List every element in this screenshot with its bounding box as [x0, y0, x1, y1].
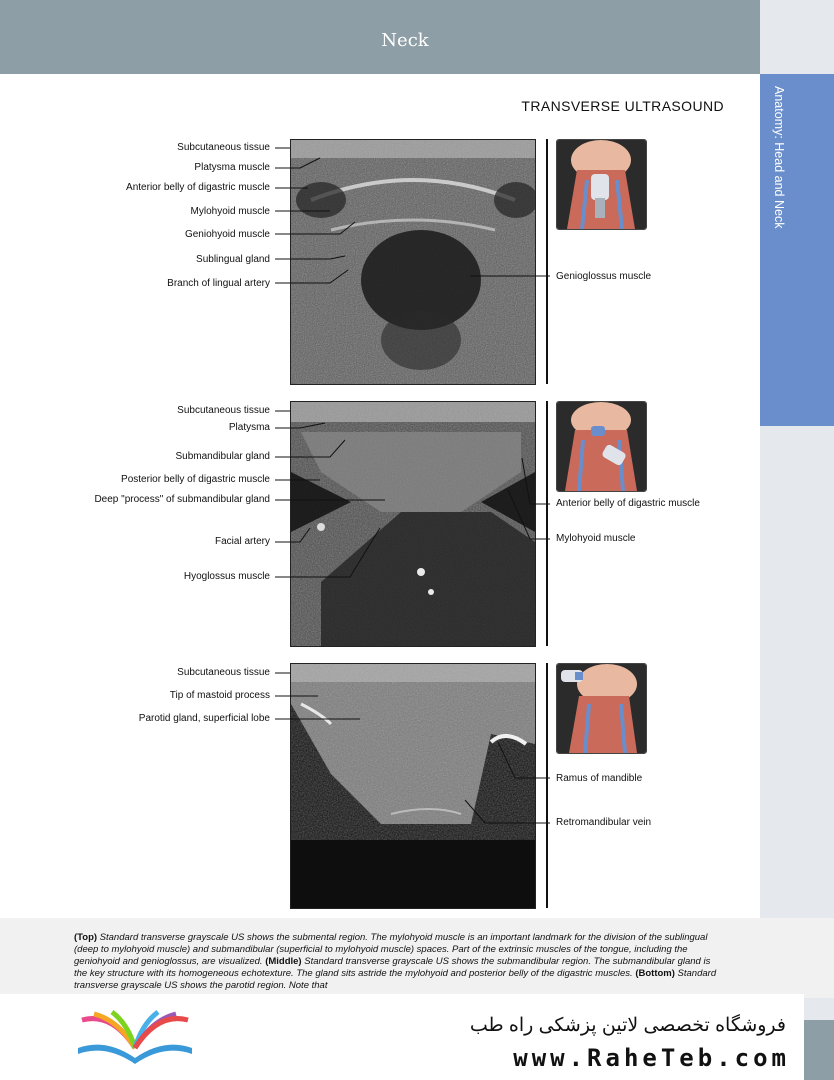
- side-strip-top: [760, 0, 834, 74]
- figure-caption: [74, 932, 724, 992]
- panel-divider-bottom: [546, 663, 548, 908]
- label-branch-lingual-artery-1: Branch of lingual artery: [167, 278, 270, 289]
- chapter-tab-label: Anatomy: Head and Neck: [772, 86, 786, 229]
- label-sublingual-gland-1: Sublingual gland: [196, 254, 270, 265]
- label-geniohyoid-muscle-1: Geniohyoid muscle: [184, 229, 270, 240]
- label-posterior-belly-digastric-2: Posterior belly of digastric muscle: [121, 474, 270, 485]
- label-hyoglossus-muscle-2: Hyoglossus muscle: [183, 571, 270, 582]
- footer-side-block: [804, 1020, 834, 1080]
- label-subcutaneous-tissue-1: Subcutaneous tissue: [177, 142, 270, 153]
- label-deep-process-submandibular-2: Deep "process" of submandibular gland: [94, 494, 270, 505]
- anatomy-thumbnail-middle: [556, 401, 647, 492]
- caption-bottom-label: (Bottom): [635, 968, 675, 979]
- caption-middle-text: Standard transverse grayscale US shows the submandibular region. The submandibular gland is the key structure with its homogeneous echotexture. The gland sits astride the mylohyoid and posterior belly of the digastric muscles.: [74, 956, 711, 979]
- label-parotid-gland-3: Parotid gland, superficial lobe: [138, 713, 270, 724]
- section-title: TRANSVERSE ULTRASOUND: [521, 98, 724, 114]
- label-subcutaneous-tissue-2: Subcutaneous tissue: [177, 405, 270, 416]
- label-platysma-muscle-1: Platysma muscle: [194, 162, 270, 173]
- ultrasound-image-top: [290, 139, 536, 385]
- shop-url[interactable]: www.RaheTeb.com: [513, 1044, 790, 1072]
- label-mylohyoid-muscle-1: Mylohyoid muscle: [190, 206, 270, 217]
- label-anterior-belly-digastric-1: Anterior belly of digastric muscle: [126, 182, 270, 193]
- anatomy-thumbnail-bottom: [556, 663, 647, 754]
- label-mylohyoid-muscle-2: Mylohyoid muscle: [556, 533, 636, 544]
- caption-bottom-text: Standard transverse grayscale US shows the parotid region. Note that: [74, 968, 717, 991]
- label-facial-artery-2: Facial artery: [214, 536, 270, 547]
- anatomy-thumbnail-top: [556, 139, 647, 230]
- label-retromandibular-vein-3: Retromandibular vein: [556, 817, 652, 828]
- caption-top-text: Standard transverse grayscale US shows the submental region. The mylohyoid muscle is an important landmark for the division of the sublingual (deep to mylohyoid muscle) and submandibular (superficial to mylohyoid muscle) spaces. Part of the extrinsic muscles of the tongue, including the geniohyoid and genioglossus, are visualized.: [74, 932, 708, 967]
- shop-name: فروشگاه تخصصی لاتین پزشکی راه طب: [469, 1015, 786, 1036]
- page-title: Neck: [381, 30, 429, 51]
- ultrasound-image-bottom: [290, 663, 536, 909]
- book-logo-icon: [72, 1008, 198, 1072]
- caption-top-label: (Top): [74, 932, 98, 943]
- label-ramus-of-mandible-3: Ramus of mandible: [556, 773, 643, 784]
- caption-middle-label: (Middle): [265, 956, 302, 967]
- ultrasound-image-middle: [290, 401, 536, 647]
- panel-divider-top: [546, 139, 548, 384]
- label-submandibular-gland-2: Submandibular gland: [175, 451, 270, 462]
- label-platysma-2: Platysma: [228, 422, 270, 433]
- label-genioglossus-muscle-1: Genioglossus muscle: [556, 271, 652, 282]
- label-anterior-belly-digastric-2: Anterior belly of digastric muscle: [556, 498, 700, 509]
- label-subcutaneous-tissue-3: Subcutaneous tissue: [177, 667, 270, 678]
- panel-divider-middle: [546, 401, 548, 646]
- label-tip-mastoid-process-3: Tip of mastoid process: [169, 690, 270, 701]
